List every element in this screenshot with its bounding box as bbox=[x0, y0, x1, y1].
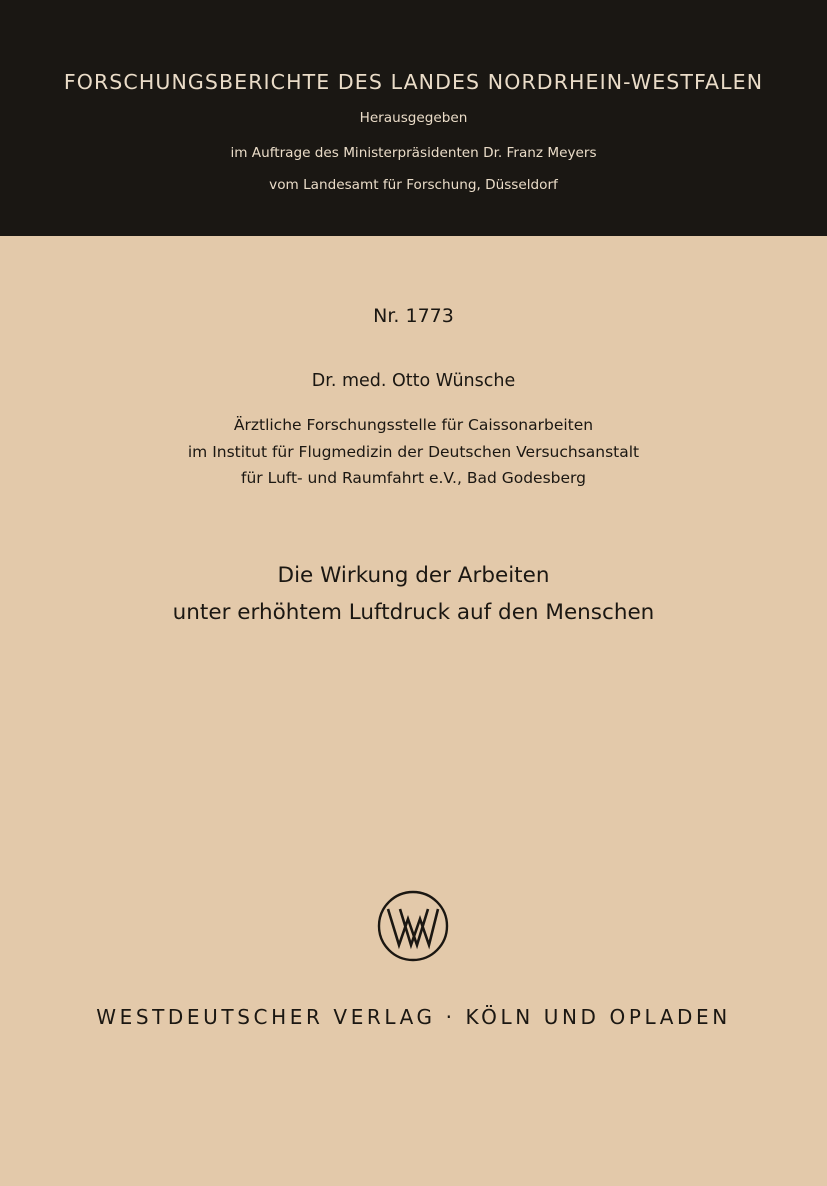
series-title: FORSCHUNGSBERICHTE DES LANDES NORDRHEIN-WESTFALEN bbox=[63, 70, 764, 94]
report-number: Nr. 1773 bbox=[373, 305, 454, 327]
editor-line-landesamt: vom Landesamt für Forschung, Düsseldorf bbox=[269, 177, 558, 193]
book-title-line-2: unter erhöhtem Luftdruck auf den Menschen bbox=[172, 600, 655, 625]
series-header-band bbox=[0, 0, 827, 236]
affiliation-line-2: im Institut für Flugmedizin der Deutschen Versuchsanstalt bbox=[187, 443, 640, 461]
book-title-line-1: Die Wirkung der Arbeiten bbox=[277, 563, 550, 588]
affiliation-line-1: Ärztliche Forschungsstelle für Caissonarbeiten bbox=[233, 416, 594, 434]
editor-line-ministerpraesident: im Auftrage des Ministerpräsidenten Dr. Franz Meyers bbox=[230, 145, 597, 161]
wv-circle-logo-icon bbox=[376, 889, 450, 963]
author-name: Dr. med. Otto Wünsche bbox=[311, 371, 516, 391]
publisher-name: WESTDEUTSCHER VERLAG · KÖLN UND OPLADEN bbox=[96, 1005, 731, 1029]
affiliation-line-3: für Luft- und Raumfahrt e.V., Bad Godesberg bbox=[241, 469, 586, 487]
editor-line-herausgegeben: Herausgegeben bbox=[359, 110, 468, 126]
